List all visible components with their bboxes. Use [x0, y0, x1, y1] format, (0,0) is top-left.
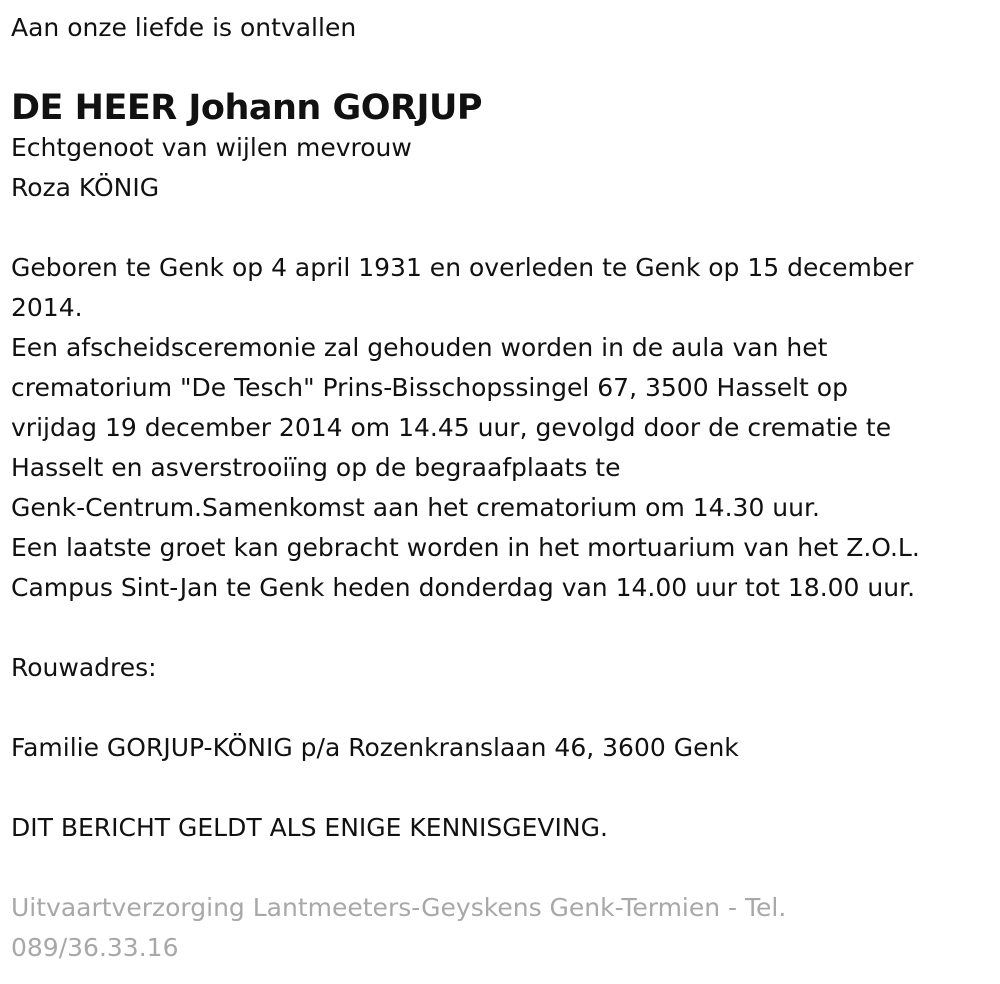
intro-text: Aan onze liefde is ontvallen: [11, 13, 357, 42]
spouse-line-1: Echtgenoot van wijlen mevrouw: [11, 133, 412, 162]
deceased-name: DE HEER Johann GORJUP: [11, 88, 483, 128]
body-line: Een afscheidsceremonie zal gehouden worden in de aula van het: [11, 333, 828, 362]
body-line: 2014.: [11, 293, 83, 322]
notice-text: DIT BERICHT GELDT ALS ENIGE KENNISGEVING.: [11, 813, 608, 842]
spouse-line-2: Roza KÖNIG: [11, 173, 160, 202]
body-line: vrijdag 19 december 2014 om 14.45 uur, gevolgd door de crematie te: [11, 413, 892, 442]
spacer: [11, 608, 990, 648]
undertaker-line-2: 089/36.33.16: [11, 933, 179, 962]
spacer: [11, 208, 990, 248]
spacer: [11, 848, 990, 888]
announcement-body: [11, 248, 990, 608]
body-line: Genk-Centrum.Samenkomst aan het crematorium om 14.30 uur.: [11, 493, 820, 522]
spacer: [11, 688, 990, 728]
body-line: Campus Sint-Jan te Genk heden donderdag van 14.00 uur tot 18.00 uur.: [11, 573, 916, 602]
mourning-address: Familie GORJUP-KÖNIG p/a Rozenkranslaan 46, 3600 Genk: [11, 733, 739, 762]
body-line: Een laatste groet kan gebracht worden in het mortuarium van het Z.O.L.: [11, 533, 920, 562]
body-line: Hasselt en asverstrooiïng op de begraafplaats te: [11, 453, 621, 482]
address-label: Rouwadres:: [11, 653, 157, 682]
body-line: Geboren te Genk op 4 april 1931 en overleden te Genk op 15 december: [11, 253, 914, 282]
undertaker-line-1: Uitvaartverzorging Lantmeeters-Geyskens Genk-Termien - Tel.: [11, 893, 787, 922]
body-line: crematorium "De Tesch" Prins-Bisschopssingel 67, 3500 Hasselt op: [11, 373, 848, 402]
spacer: [11, 768, 990, 808]
